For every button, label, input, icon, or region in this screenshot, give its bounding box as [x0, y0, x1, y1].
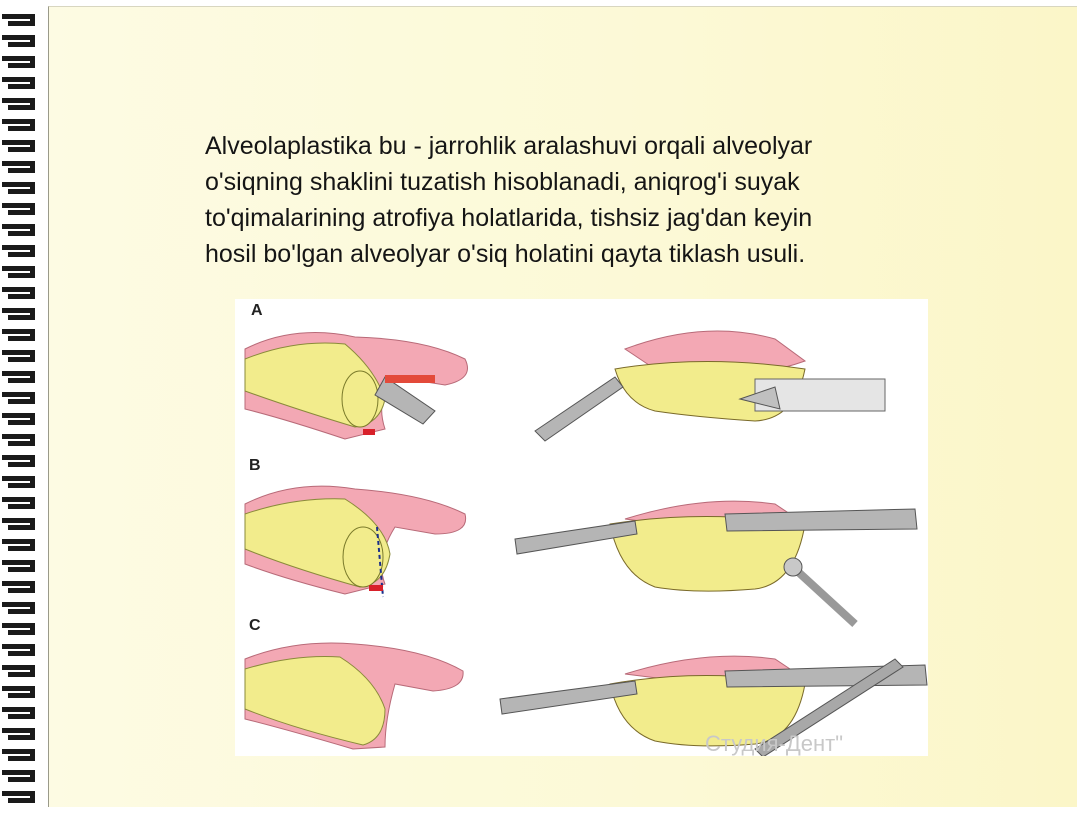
- binding-ring: [2, 686, 35, 698]
- arch-view-b: [515, 501, 917, 624]
- cross-section-c: [245, 643, 463, 749]
- binding-ring: [2, 161, 35, 173]
- binding-ring: [2, 770, 35, 782]
- watermark: Студия-Дент": [705, 731, 844, 756]
- binding-ring: [2, 560, 35, 572]
- binding-ring: [2, 287, 35, 299]
- binding-ring: [2, 392, 35, 404]
- binding-ring: [2, 350, 35, 362]
- binding-ring: [2, 581, 35, 593]
- binding-ring: [2, 182, 35, 194]
- binding-ring: [2, 455, 35, 467]
- spiral-binding: [0, 0, 48, 811]
- binding-ring: [2, 266, 35, 278]
- panel-label-b: B: [249, 457, 261, 474]
- alveoloplasty-figure: [235, 299, 928, 756]
- binding-ring: [2, 602, 35, 614]
- binding-ring: [2, 623, 35, 635]
- panel-label-a: A: [251, 302, 263, 319]
- binding-ring: [2, 371, 35, 383]
- surgical-illustration: [235, 299, 928, 756]
- binding-ring: [2, 35, 35, 47]
- binding-ring: [2, 539, 35, 551]
- binding-ring: [2, 434, 35, 446]
- binding-ring: [2, 203, 35, 215]
- binding-ring: [2, 476, 35, 488]
- binding-ring: [2, 77, 35, 89]
- binding-ring: [2, 224, 35, 236]
- cross-section-b: [245, 486, 466, 597]
- binding-ring: [2, 140, 35, 152]
- binding-ring: [2, 98, 35, 110]
- binding-ring: [2, 308, 35, 320]
- binding-ring: [2, 14, 35, 26]
- binding-ring: [2, 728, 35, 740]
- binding-ring: [2, 707, 35, 719]
- binding-ring: [2, 665, 35, 677]
- binding-ring: [2, 497, 35, 509]
- binding-ring: [2, 245, 35, 257]
- binding-ring: [2, 329, 35, 341]
- slide-paragraph: Alveolaplastika bu - jarrohlik aralashuvi orqali alveolyar o'siqning shaklini tuzatish hisoblanadi, aniqrog'i suyak to'qimalarining atrofiya holatlarida, tishsiz jag'dan keyin hosil bo'lgan alveolyar o'siq holatini qayta tiklash usuli.: [205, 132, 813, 268]
- panel-label-c: C: [249, 617, 261, 634]
- binding-ring: [2, 518, 35, 530]
- binding-ring: [2, 56, 35, 68]
- binding-ring: [2, 791, 35, 803]
- binding-ring: [2, 119, 35, 131]
- binding-ring: [2, 644, 35, 656]
- binding-ring: [2, 749, 35, 761]
- binding-rings: [0, 0, 48, 811]
- arch-view-a: [535, 331, 885, 441]
- cross-section-a: [245, 333, 468, 439]
- binding-ring: [2, 413, 35, 425]
